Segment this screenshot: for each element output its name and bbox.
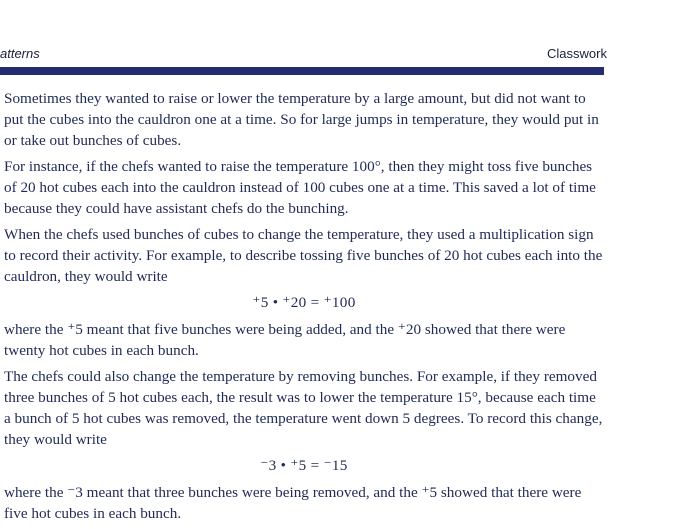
- page-body: [4, 88, 604, 529]
- page-label: Classwork: [547, 46, 607, 61]
- paragraph-removing: The chefs could also change the temperature by removing bunches. For example, if they removed three bunches of 5 hot cubes each, the result was to lower the temperature 15°, because each time a bunch of 5 hot cubes was removed, the temperature went down 5 degrees. To record this change, they would write: [4, 368, 603, 448]
- section-label: atterns: [0, 46, 40, 61]
- equation-remove-bunches: ⁻3 • ⁺5 = ⁻15: [260, 457, 348, 474]
- equation-add-bunches: ⁺5 • ⁺20 = ⁺100: [252, 294, 356, 311]
- paragraph-explanation-add: where the ⁺5 meant that five bunches were being added, and the ⁺20 showed that there were twenty hot cubes in each bunch.: [4, 321, 566, 359]
- header-rule: [0, 67, 604, 75]
- paragraph-explanation-remove: where the ⁻3 meant that three bunches were being removed, and the ⁺5 showed that there were five hot cubes in each bunch.: [4, 484, 582, 522]
- paragraph-multiplication: When the chefs used bunches of cubes to change the temperature, they used a multiplication sign to record their activity. For example, to describe tossing five bunches of 20 hot cubes each into the cauldron, they would write: [4, 226, 603, 285]
- paragraph-intro: Sometimes they wanted to raise or lower the temperature by a large amount, but did not want to put the cubes into the cauldron one at a time. So for large jumps in temperature, they would put in or take out bunches of cubes.: [4, 90, 599, 149]
- running-head: [0, 46, 607, 64]
- paragraph-example: For instance, if the chefs wanted to raise the temperature 100°, then they might toss five bunches of 20 hot cubes each into the cauldron instead of 100 cubes one at a time. This saved a lot of time because they could have assistant chefs do the bunching.: [4, 158, 596, 217]
